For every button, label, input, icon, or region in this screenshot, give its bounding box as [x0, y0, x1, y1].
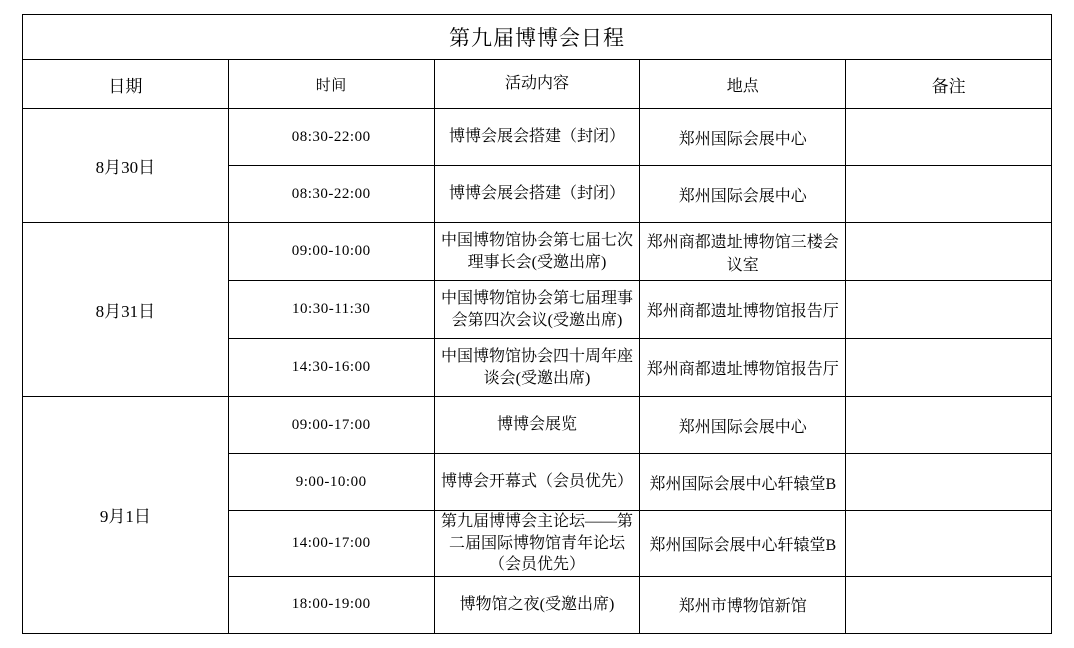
- row-note: [846, 281, 1052, 339]
- row-time: 08:30-22:00: [228, 166, 434, 223]
- date-group-label: 8月30日: [23, 109, 229, 223]
- row-place: 郑州商都遗址博物馆报告厅: [640, 281, 846, 339]
- row-content: 中国博物馆协会四十周年座谈会(受邀出席): [434, 339, 640, 397]
- table-row: [23, 109, 1052, 166]
- row-time: 10:30-11:30: [228, 281, 434, 339]
- document-title: 第九届博博会日程: [23, 15, 1052, 60]
- row-content: 博博会展览: [434, 397, 640, 454]
- schedule-table: [22, 14, 1052, 634]
- column-header-content: 活动内容: [434, 60, 640, 109]
- date-group-label: 8月31日: [23, 223, 229, 397]
- row-content: 博博会展会搭建（封闭）: [434, 109, 640, 166]
- row-note: [846, 223, 1052, 281]
- row-content: 博博会展会搭建（封闭）: [434, 166, 640, 223]
- row-note: [846, 339, 1052, 397]
- row-place: 郑州国际会展中心: [640, 397, 846, 454]
- row-note: [846, 454, 1052, 511]
- table-row: [23, 223, 1052, 281]
- row-place: 郑州商都遗址博物馆三楼会议室: [640, 223, 846, 281]
- table-header-row: [23, 60, 1052, 109]
- row-note: [846, 397, 1052, 454]
- row-note: [846, 166, 1052, 223]
- column-header-time: 时间: [228, 60, 434, 109]
- row-content: 中国博物馆协会第七届理事会第四次会议(受邀出席): [434, 281, 640, 339]
- row-time: 09:00-10:00: [228, 223, 434, 281]
- column-header-note: 备注: [846, 60, 1052, 109]
- row-time: 09:00-17:00: [228, 397, 434, 454]
- row-place: 郑州国际会展中心: [640, 166, 846, 223]
- row-place: 郑州国际会展中心: [640, 109, 846, 166]
- table-title-row: [23, 15, 1052, 60]
- row-note: [846, 109, 1052, 166]
- row-time: 14:00-17:00: [228, 511, 434, 577]
- row-content: 博物馆之夜(受邀出席): [434, 576, 640, 633]
- column-header-date: 日期: [23, 60, 229, 109]
- row-place: 郑州国际会展中心轩辕堂B: [640, 511, 846, 577]
- row-time: 14:30-16:00: [228, 339, 434, 397]
- row-content: 第九届博博会主论坛——第二届国际博物馆青年论坛（会员优先）: [434, 511, 640, 577]
- row-note: [846, 511, 1052, 577]
- column-header-place: 地点: [640, 60, 846, 109]
- row-content: 中国博物馆协会第七届七次理事长会(受邀出席): [434, 223, 640, 281]
- date-group-label: 9月1日: [23, 397, 229, 634]
- row-note: [846, 576, 1052, 633]
- table-row: [23, 397, 1052, 454]
- row-content: 博博会开幕式（会员优先）: [434, 454, 640, 511]
- row-place: 郑州市博物馆新馆: [640, 576, 846, 633]
- row-time: 18:00-19:00: [228, 576, 434, 633]
- row-time: 9:00-10:00: [228, 454, 434, 511]
- row-time: 08:30-22:00: [228, 109, 434, 166]
- row-place: 郑州国际会展中心轩辕堂B: [640, 454, 846, 511]
- row-place: 郑州商都遗址博物馆报告厅: [640, 339, 846, 397]
